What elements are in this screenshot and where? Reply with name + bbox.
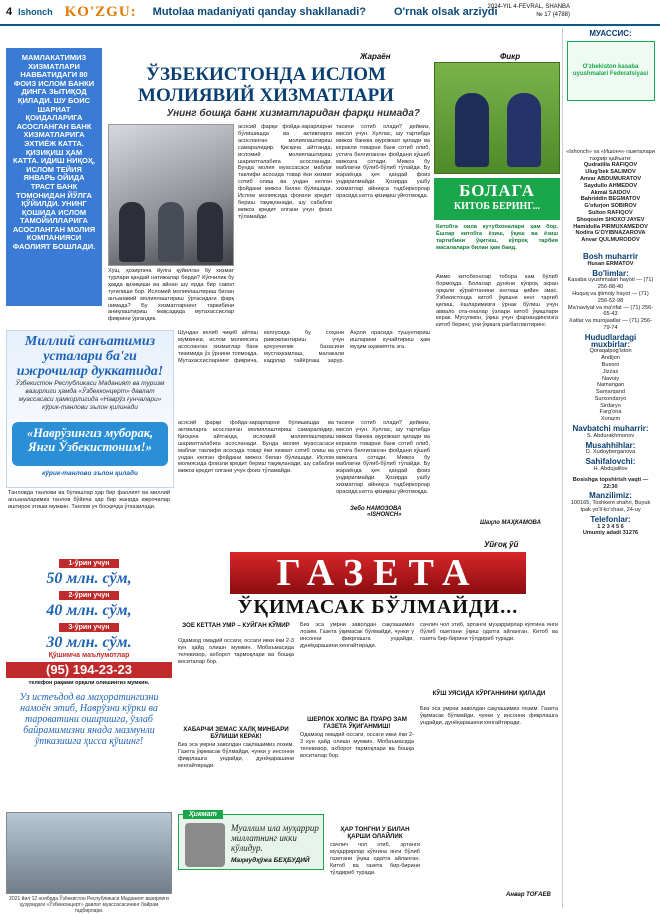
total-circulation: Umumiy adadi 31276 [582,530,639,537]
layout-name: H. Abdujalilov [593,466,628,473]
gazeta-body-5: сачлич чол этиб, эртанги муҳаррирлар кўпгина янги бўлиб газетани ўқиш одатга айланган. Китоб ва газета бир-бирини тўлдириб туради. [330,842,420,876]
article-col-extra-2: асосий фарқи фойда-зарарларни бўлишишда ва активларга асосланган молиялаштириш самаралидир. Қисқача айтганда, исломий молиялаштириш шариатталабига асосланади. Бунда молия муассасаси маблағ таклифи асосида товар ёки хизмат сотиб олиш ва ундан келган фойдани мижоз билан бўлишади. Ислом молиясида фоизли кредит бериш тақиқланади, шу сабабли мижоз кредит олгани учун фоиз тўламайди. [178,420,334,475]
board-member: Sulton RAFIQOV [588,209,633,216]
article-col-2: асосий фарқи фойда-зарарларни бўлишишда ва активларга асосланган молиялаштириш самаралидир. Қисқача айтганда, исломий молиялаштириш шариатталабига асосланади. Бунда молия муассасаси маблағ таклифи асосида товар ёки хизмат сотиб олиш ва ундан келган фойдани мижоз билан бўлишади. Ислом молиясида фоизли кредит бериш тақиқланади, шу сабабли мижоз кредит олгани учун фоиз тўламайди. [238,124,332,220]
designers-name: D. Xudoyberganova [585,449,636,456]
person-figure [197,202,223,262]
publisher-name: Ishonch [18,7,53,17]
gazeta-title: ГАЗЕТА [230,552,526,594]
dept-item: Xatlar va murojaatlar — (71) 256-79-74 [568,318,652,331]
designers-title: Musahhihlar: [585,440,636,450]
region-item: Samarqand [596,389,625,396]
book-title: БОЛАГА КИТОБ БЕРИНГ... [434,178,560,220]
contact-phone-sub: телефон рақами орқали олишингиз мумкин. [28,680,150,686]
founder-logo: O'zbekiston kasaba uyushmalari Federatsiyasi [567,41,655,101]
editor-name: Husan ERMATOV [587,260,634,267]
region-item: Jizzax [602,368,619,375]
board-member: Hamidulla PIRMUXAMEDOV [573,223,648,230]
board-member: Anvar ABDUMURATOV [579,175,642,182]
board-title: «Ishonch» va «Ишонч» газеталари таҳрир ҳайъати: [566,148,655,162]
tel-title: Telefonlar: [590,514,631,524]
child-figure [507,93,541,167]
header-topic-1: Mutolaa madaniyati qanday shakllanadi? [152,6,366,18]
event-photo-caption: 2021 йил 12 ноябрда Ўзбекистон Республикаси Маданият вазирлиги ҳузуридаги «Ўзбекконцерт» давлат муассасасининг байрам тадбирлари. [9,896,169,914]
dept-item: Kasaba uyushmalari hayoti — (71) 256-88-40 [567,277,654,291]
prize-3: 3-ўрин учун 30 млн. сўм. [46,624,132,651]
person-figure [158,202,184,262]
promo-text: Ўзбекистон Республикаси Маданият ва туризм вазирлиги ҳамда «Ўзбекконцерт» давлат муассасаси ҳамкорлигида «Наврўз ғунчалари» кўрик-танлови эълон қилинади [15,380,165,411]
gazeta-heading-2: ХАБАРЧИ ЗЕМАС ХАЛҚ МИНБАРИ БЎЛИШИ КЕРАК! [183,726,289,740]
article-col-1: Хўш, ҳозиргача йўлга қўйилган бу хизмат турлари қандай натижалар берди? Кўпчилик бу ҳақда қизиқиши ва айнан шу ерда бир савол туғилиши бор. Исломий молиялаштириш билан анъанавий молиялаштириш ўртасидаги фарқ нимада? Бу хизматларнинг таркибини аниқлаштириш мақсадида мутахассислар фикрини ўргандик. [108,268,234,323]
child-figure [455,93,489,167]
region-item: Namangan [596,382,625,389]
duty-name: S. Abdurakhmonov [586,432,635,439]
region-item: Farg'ona [599,409,622,416]
article-rubric: Жараён [360,52,391,61]
quote-author: Маҳмудҳўжа БЕҲБУДИЙ [231,857,310,864]
address-text: 100165, Toshkent shahri, Buyuk Ipak yo'li ko'chasi, 24-uy [570,500,651,514]
page-number: 4 [6,6,13,18]
prize-1: 1-ўрин учун 50 млн. сўм, [46,560,132,587]
quote-box [178,811,324,870]
print-numbers: 1 2 3 4 5 6 [597,523,624,530]
promo-banner-sub: кўрик-танлови эълон қилади [41,470,138,477]
gazeta-body-6: сачлич чол этиб, эртанги муҳаррирлар кўпгина янги бўлиб газетани ўқиш одатга айланган. Китоб ва газета бир-бирини тўлдириб туради. [420,622,558,642]
board-member: G'ofurjon SOBIROV [584,203,637,210]
gazeta-body-3: Биз эса умрни заволдан сақлашимиз лозим. Газета ўқимасак бўлмайди, чунки у инсонни фикрлашга ундайди, дунёқарашини кенгайтиради. [300,622,414,649]
quote-label: Ҳикмат [183,810,223,819]
region-item: Sirdaryo [600,402,621,409]
promo-title: Миллий санъатимиз усталари ба'ги ижрочилар дуккатида! [16,334,164,379]
board-member: Saydullo AHMEDOV [583,182,638,189]
portrait [185,823,225,867]
gazeta-body-7: Биз эса умрни заволдан сақлашимиз лозим. Газета ўқимасак бўлмайди, чунки у инсонни фикрлашга ундайди, дунёқарашини кенгайтиради. [420,706,558,726]
article-subtitle: Унинг бошқа банк хизматларидан фарқи нимада? [166,108,420,119]
page-header [0,0,660,26]
board-member: Anvar QULMURODOV [581,237,640,244]
gazeta-author: Анвар ТОҒАЕВ [506,892,551,898]
region-item: Qoraqalpog'iston [589,348,632,355]
region-item: Navoiy [601,375,620,382]
left-column-lead: МАМЛАКАТИМИЗ ХИЗМАТЛАРИ НАВБАТИДАГИ 80 ФОИЗ ИСЛОМ БАНКИ ДИНГА ЗЫТИҚОД ҚИЛАДИ. ШУ БОИС ШАРИАТ ҚОИДАЛАРИГА АСОСЛАНГАН БАНК ХИЗМАТЛАРИГА ЭХТИЁЖ КАТТА. ҚИЗИҚИШ ҲАМ КАТТА. ИДИШ НИҚОҲ, ИСЛОМ ТЕЙИЯ ЯНВАРЬ ОЙИДА ТРАСТ БАНК ТОМОНИДАН ЙЎЛГА ҚЎЙИЛДИ. УНИНГ ҚОШИДА ИСЛОМ ТАМОЙИЛЛАРИГА АСОСЛАНГАН МОЛИЯ КОМПАНИЯСИ ФАОЛИЯТ БОШЛАДИ. [6,48,102,306]
gazeta-rubric: Уйғоқ ўй [484,540,519,549]
gazeta-subtitle: ЎҚИМАСАК БЎЛМАЙДИ... [237,596,519,618]
article-title: ЎЗБЕКИСТОНДА ИСЛОМ МОЛИЯВИЙ ХИЗМАТЛАРИ [138,64,394,106]
promo-banner: «Наврўзингиз муборак, Янги Ўзбекистоним!» [12,422,168,466]
gazeta-heading-4: ҲАР ТОНГНИ У БИЛАН ҚАРШИ ОЛАЙЛИК [340,826,410,840]
gazeta-body-1: Одамзод омадий оссаги, оссаги икки ёки 2-3 кун ҳайд олишн мумкин. Мобаъмасида телевизор, ахборот тармоқлари ва бошқа воситалар бор. [178,638,294,665]
gazeta-heading-3: ШЕРЛОК ХОЛМС ВА ПУАРО ЗАМ ГАЗЕТА ЎҚИГАНМИШ! [307,716,407,730]
dept-item: Huquq va ijtimoiy hayot — (71) 256-52-98 [572,290,649,304]
gazeta-heading-1: ЗОЕ КЕТТАН УМР – КУЙГАН КЎМИР [182,622,290,629]
gazeta-body-4: Одамзод омадий оссаги, оссаги икки ёки 2-3 кун ҳайд олишн мумкин. Мобаъмасида телевизор, ахборот тармоқлари ва бошқа воситалар бор. [300,732,414,759]
book-rubric: Фикр [500,52,521,61]
board-member: Nodira G'OYIBNAZAROVA [575,230,646,237]
dept-item: Ma'naviyat va ma'rifat — (71) 256-65-43 [567,304,654,318]
dept-title: Bo'limlar: [592,268,629,278]
masthead-sidebar [562,28,658,908]
region-item: Surxondaryo [594,395,627,402]
board-member: Shoqosim SHOXO'JAYEV [576,216,645,223]
article-col-extra: тасини сотиб олади? деймиз, мисол учун. Хуллас, шу тартибда мижоз банкка мурожаат қилади ва керакли товарни банк сотиб олиб, устига белгиланган фойдани қўшиб мижозга сотади. Мижоз бу маблағни бўлиб-бўлиб тўлайди. Бу жараёнда ҳеч қандай фоиз ундирилмайди. Ҳозирда ушбу хизматлар айниқса тадбиркорлар орасида катта қизиқиш уйғотмоқда. [336,420,430,496]
regions-title: Hududlardagi muxbirlar: [584,332,637,349]
event-photo [6,812,172,894]
region-item: Xorazm [600,416,621,423]
book-body: Аммо китобхонлар тобора кам бўлиб бормоқда. Болалар дунёни кўпроқ экран орқали кўраётганини англаш қийин эмас. Ўзбекистонда китоб ўқишни кенг тарғиб қилиш, ёшларимизга ўрнак бўлиш учун аввало ота-оналар ўзлари китоб ўқишлари керак. Мусулмон, ўқиш учун фарзандингизга китоб беринг, уни ўқишга рағбатлантиринг. [436,274,558,329]
editor-title: Bosh muharrir [582,251,639,261]
address-title: Manzilimiz: [589,491,632,501]
person-figure [119,202,145,262]
book-lead: Китобга оила кутубхоналари ҳам бор. Ёшлар китобга ёзиш, ўқиш ва ёзиш тартибини ўқитиш, кўпроқ тарбия масалалари билан ҳам банд. [436,224,558,251]
board-member: Ulug'bek SALIMOV [585,169,636,176]
contact-label: Қўшимча маълумотлар [48,652,130,659]
region-item: Buxoro [601,361,620,368]
quote-text: Муаллим ила муҳаррир миллатнинг икки кўлидур. [231,823,319,853]
print-line: Bosishga topshirish vaqti — 22:30 [572,476,649,490]
promo-quote: Уз истеъдод ва маҳоратингизни намоён этиб, Наврўзни кўрки ва тароватини оширишга, ўзлаб байрамимизни янада мазмунли ўтказишга ҳисса қўшинг! [19,692,159,747]
children-photo [434,62,560,174]
book-author: Шаҳло МАҲКАМОВА [480,520,541,526]
article-author: Зебо НАМОЗОВА «ISHONCH» [350,506,402,518]
board-member: Akmal SAIDOV [590,189,631,196]
duty-title: Navbatchi muharrir: [572,424,649,434]
board-member: Bahriddin BEGMATOV [580,196,641,203]
region-item: Andijon [601,355,620,362]
brand-title: KO'ZGU: [64,3,137,20]
promo-body: Танловда танлови ва бўлишлар ҳар бир фаолият ва миллий анъаналаримиз танлов бўйича ҳар бир жанрда ижрочилар иштирок этиши мумкин. Танлов уч босқичда ўтказилади. [8,490,170,510]
founder-title: МУАССИС: [589,29,632,38]
gazeta-heading-5: КЎШ УЯСИДА КЎРГАННИНИ ҚИЛАДИ [432,690,546,697]
photo-figures [112,232,230,262]
gazeta-body-2: Биз эса умрни заволдан сақлашимиз лозим. Газета ўқимасак бўлмайди, чунки у инсонни фикрлашга ундайди, дунёқарашини кенгайтиради. [178,742,294,769]
issue-info: 2024-YIL 4-FEVRAL, SHANBA № 17 (4788) [487,4,570,18]
contact-phone[interactable]: (95) 194-23-23 [6,662,172,678]
prize-2: 2-ўрин учун 40 млн. сўм, [46,592,132,619]
layout-title: Sahifalovchi: [585,457,636,467]
article-col-3: тасини сотиб олади? деймиз, мисол учун. Хуллас, шу тартибда мижоз банкка мурожаат қилади ва керакли товарни банк сотиб олиб, устига белгиланган фойдани қўшиб мижозга сотади. Мижоз бу маблағни бўлиб-бўлиб тўлайди. Бу жараёнда ҳеч қандай фоиз ундирилмайди. Ҳозирда ушбу хизматлар айниқса тадбиркорлар орасида катта қизиқиш уйғотмоқда. [336,124,430,200]
header-topic-2: O'rnak olsak arziydi [394,6,498,18]
board-member: Qudratilla RAFIQOV [583,162,638,169]
article-col-4: Шундан келиб чиқиб айтиш мумкинки, ислом молиясига асосланган хизматлар банк тизимида ўз ўрнини топмоқда. Мутахассисларнинг фикрича, келгусида бу соҳани ривожлантириш учун қонунчилик базасини мустаҳкамлаш, малакали кадрлар тайёрлаш зарур. Аҳоли орасида тушунтириш ишларини кучайтириш ҳам муҳим аҳамиятга эга. [178,330,430,364]
